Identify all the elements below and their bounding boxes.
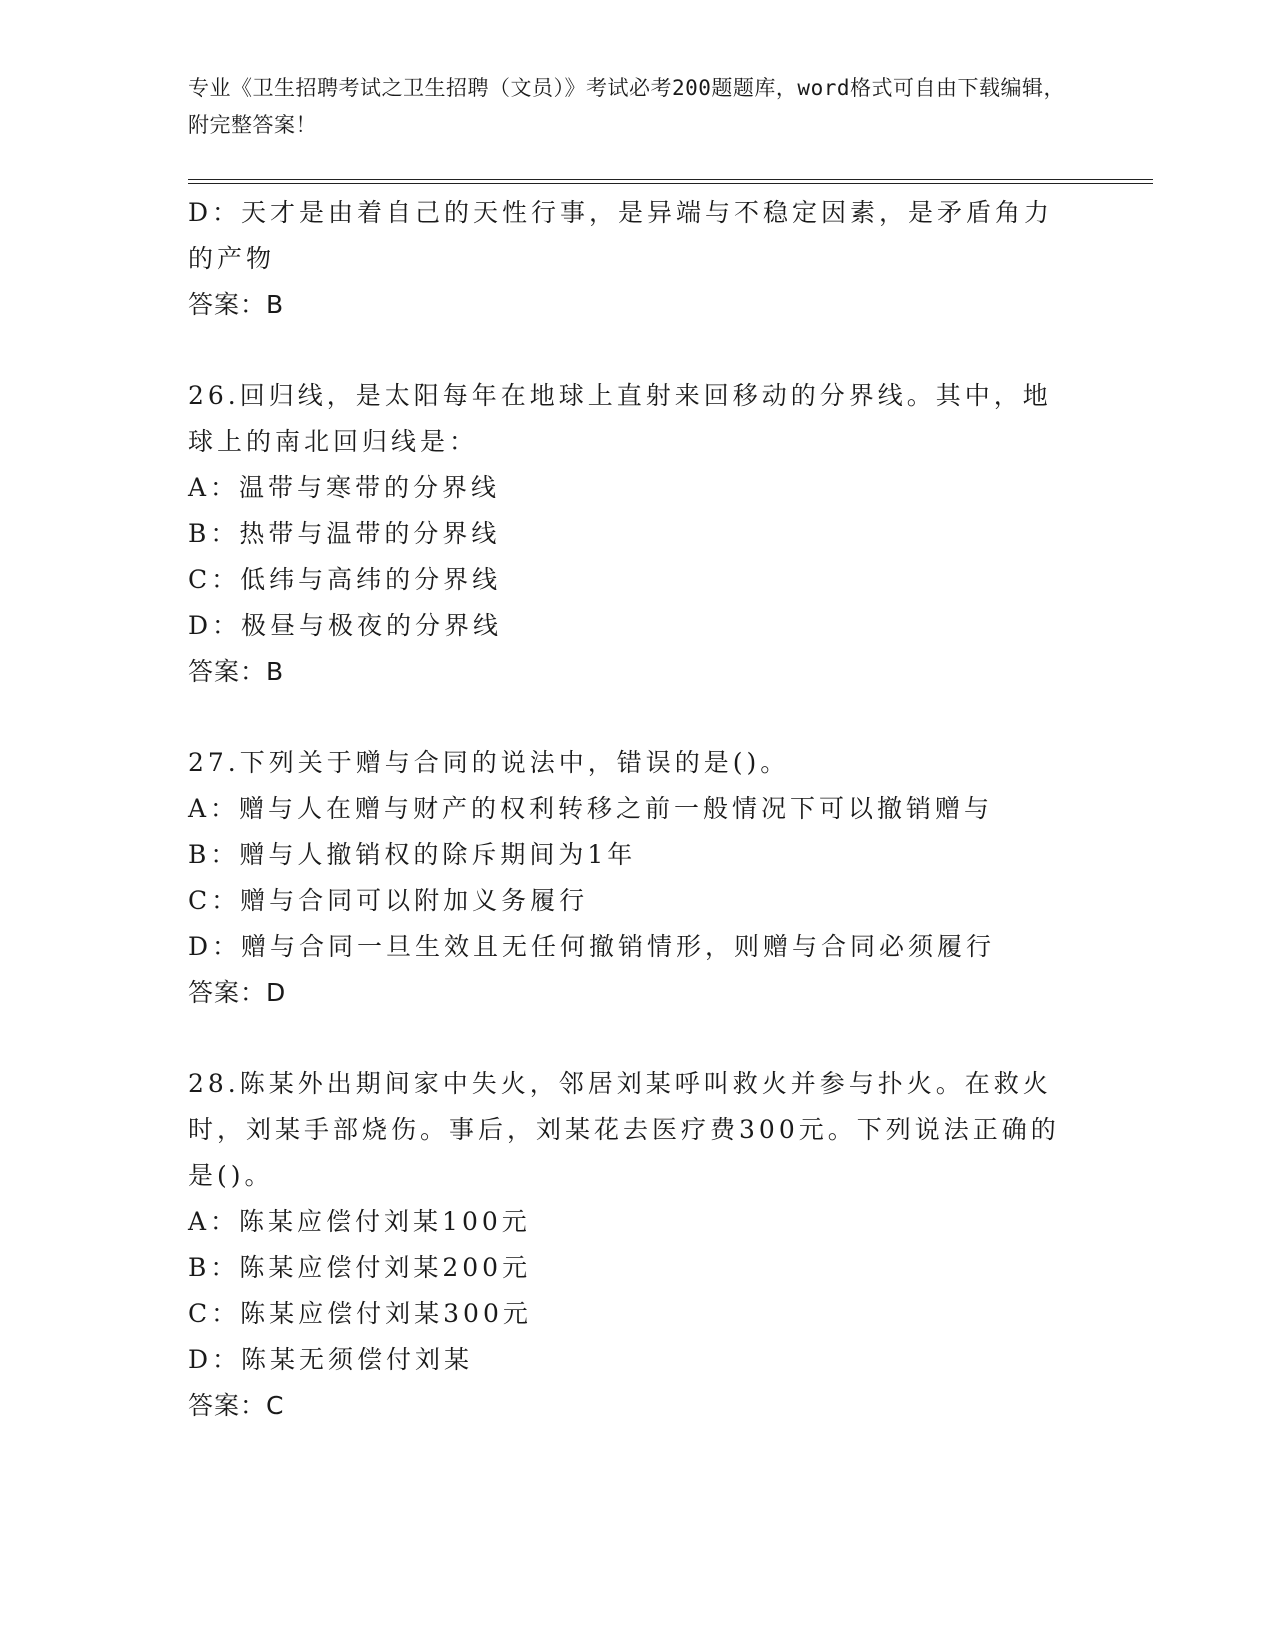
option-b: B：热带与温带的分界线 xyxy=(188,519,501,548)
option-b: B：赠与人撤销权的除斥期间为1年 xyxy=(188,840,637,869)
option-d: D：天才是由着自己的天性行事，是异端与不稳定因素，是矛盾角力的产物 xyxy=(188,198,1054,273)
question-28 xyxy=(188,1061,1068,1429)
answer-line: 答案：D xyxy=(188,978,287,1007)
option-d: D：极昼与极夜的分界线 xyxy=(188,611,503,640)
document-page xyxy=(188,70,1148,1429)
question-stem: 26.回归线，是太阳每年在地球上直射来回移动的分界线。其中，地球上的南北回归线是： xyxy=(188,381,1052,456)
document-header: 专业《卫生招聘考试之卫生招聘（文员）》考试必考200题题库，word格式可自由下载编辑，附完整答案！ xyxy=(188,76,1065,137)
answer-line: 答案：B xyxy=(188,657,285,686)
option-c: C：低纬与高纬的分界线 xyxy=(188,565,502,594)
option-b: B：陈某应偿付刘某200元 xyxy=(188,1253,532,1282)
question-27 xyxy=(188,740,1068,1016)
option-a: A：温带与寒带的分界线 xyxy=(188,473,501,502)
option-d: D：陈某无须偿付刘某 xyxy=(188,1345,474,1374)
question-stem: 27.下列关于赠与合同的说法中，错误的是()。 xyxy=(188,748,790,777)
option-a: A：陈某应偿付刘某100元 xyxy=(188,1207,531,1236)
header-divider xyxy=(188,179,1153,184)
option-c: C：赠与合同可以附加义务履行 xyxy=(188,886,589,915)
question-26 xyxy=(188,373,1068,695)
option-a: A：赠与人在赠与财产的权利转移之前一般情况下可以撤销赠与 xyxy=(188,794,994,823)
option-d: D：赠与合同一旦生效且无任何撤销情形，则赠与合同必须履行 xyxy=(188,932,996,961)
option-c: C：陈某应偿付刘某300元 xyxy=(188,1299,532,1328)
question-list xyxy=(188,190,1068,1429)
question-continuation xyxy=(188,190,1068,328)
question-stem: 28.陈某外出期间家中失火，邻居刘某呼叫救火并参与扑火。在救火时，刘某手部烧伤。事后，刘某花去医疗费300元。下列说法正确的是()。 xyxy=(188,1069,1060,1190)
answer-line: 答案：C xyxy=(188,1391,285,1420)
answer-line: 答案：B xyxy=(188,290,285,319)
